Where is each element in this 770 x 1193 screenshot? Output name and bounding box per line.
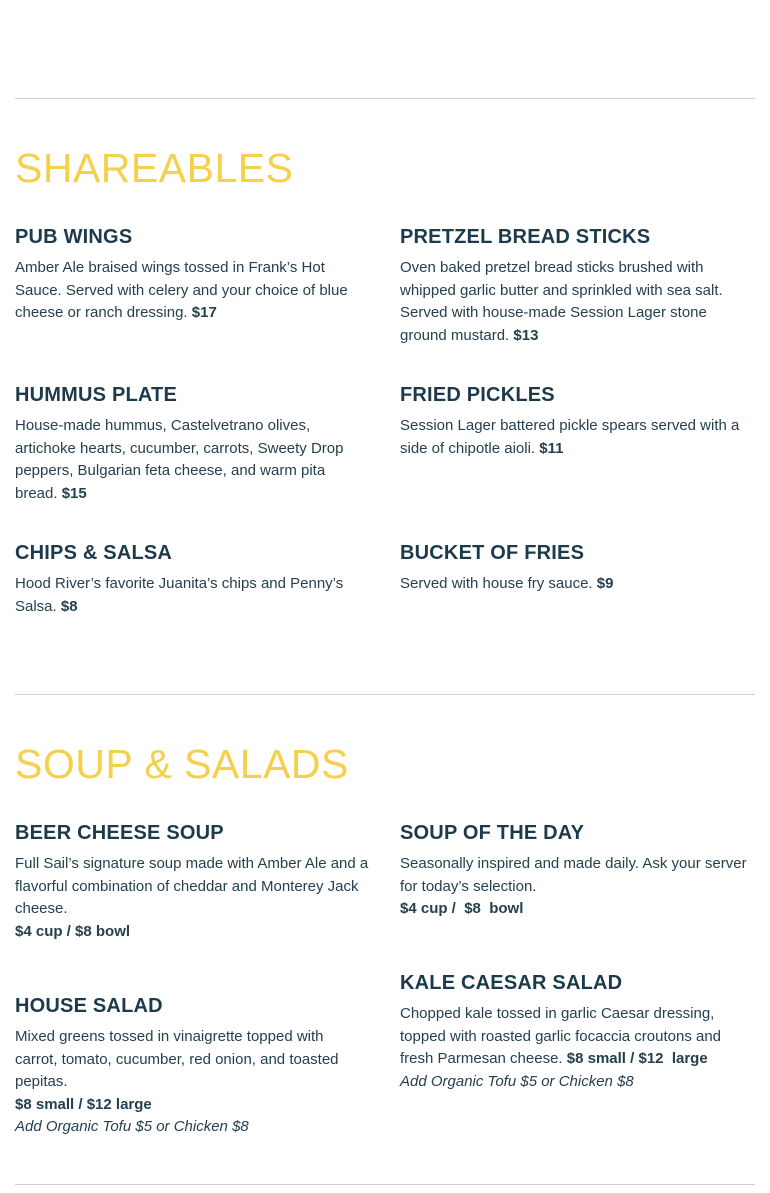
menu-item-add-on-note: Add Organic Tofu $5 or Chicken $8 bbox=[15, 1118, 249, 1135]
menu-item-description: Mixed greens tossed in vinaigrette topped with carrot, tomato, cucumber, red onion, and toasted pepitas. $8 small / $12 large Add Organic Tofu $5 or Chicken $8 bbox=[15, 1026, 370, 1139]
menu-item-name: KALE CAESAR SALAD bbox=[400, 972, 623, 994]
menu-item-price: $13 bbox=[513, 326, 539, 344]
menu-item-bucket-of-fries bbox=[400, 542, 755, 596]
menu-item-pretzel-bread-sticks bbox=[400, 226, 755, 347]
menu-item-price: $8 small / $12 large bbox=[566, 1050, 708, 1067]
menu-item-name: CHIPS & SALSA bbox=[15, 542, 173, 564]
menu-item-description: Session Lager battered pickle spears served with a side of chipotle aioli. $11 bbox=[400, 417, 740, 457]
menu-item-description: Hood River’s favorite Juanita’s chips and Penny’s Salsa. $8 bbox=[15, 575, 344, 615]
menu-item-house-salad bbox=[15, 995, 370, 1139]
menu-item-price: $4 cup / $8 bowl bbox=[400, 900, 524, 917]
divider-top bbox=[15, 98, 755, 99]
menu-item-chips-salsa bbox=[15, 542, 370, 618]
section-title-shareables: SHAREABLES bbox=[15, 145, 294, 191]
menu-item-soup-of-the-day bbox=[400, 822, 755, 921]
menu-item-description: Amber Ale braised wings tossed in Frank’s Hot Sauce. Served with celery and your choice of blue cheese or ranch dressing. $17 bbox=[15, 259, 348, 321]
menu-item-description: House-made hummus, Castelvetrano olives, artichoke hearts, cucumber, carrots, Sweety Drop peppers, Bulgarian feta cheese, and warm pita bread. $15 bbox=[15, 417, 344, 502]
menu-item-fried-pickles bbox=[400, 384, 755, 460]
menu-item-price: $4 cup / $8 bowl bbox=[15, 922, 131, 940]
menu-item-description: Served with house fry sauce. $9 bbox=[400, 575, 614, 592]
menu-item-price: $8 bbox=[60, 597, 78, 615]
menu-item-description: Chopped kale tossed in garlic Caesar dressing, topped with roasted garlic focaccia croutons and fresh Parmesan cheese. $8 small / $12 large Add Organic Tofu $5 or Chicken $8 bbox=[400, 1003, 755, 1093]
divider-middle bbox=[15, 694, 755, 695]
menu-item-add-on-note: Add Organic Tofu $5 or Chicken $8 bbox=[400, 1072, 634, 1090]
menu-item-name: BEER CHEESE SOUP bbox=[15, 822, 224, 844]
menu-item-price: $15 bbox=[61, 484, 87, 502]
menu-item-name: HOUSE SALAD bbox=[15, 995, 163, 1017]
menu-item-name: PRETZEL BREAD STICKS bbox=[400, 226, 651, 248]
menu-item-description: Seasonally inspired and made daily. Ask your server for today’s selection. $4 cup / $8 bowl bbox=[400, 853, 755, 921]
menu-item-hummus-plate bbox=[15, 384, 370, 505]
divider-bottom bbox=[15, 1184, 755, 1185]
menu-item-price: $8 small / $12 large bbox=[15, 1095, 152, 1113]
menu-item-name: BUCKET OF FRIES bbox=[400, 542, 585, 564]
menu-item-name: HUMMUS PLATE bbox=[15, 384, 178, 406]
menu-item-pub-wings bbox=[15, 226, 370, 325]
menu-item-beer-cheese-soup bbox=[15, 822, 370, 943]
menu-item-name: PUB WINGS bbox=[15, 226, 133, 248]
menu-item-name: FRIED PICKLES bbox=[400, 384, 555, 406]
menu-item-description: Oven baked pretzel bread sticks brushed with whipped garlic butter and sprinkled with sea salt. Served with house-made Session Lager stone ground mustard. $13 bbox=[400, 259, 723, 344]
section-title-soup-salads: SOUP & SALADS bbox=[15, 741, 349, 787]
menu-item-description: Full Sail’s signature soup made with Amber Ale and a flavorful combination of cheddar and Monterey Jack cheese. $4 cup / $8 bowl bbox=[15, 853, 370, 943]
menu-item-kale-caesar-salad bbox=[400, 972, 755, 1093]
menu-item-name: SOUP OF THE DAY bbox=[400, 822, 585, 844]
menu-item-price: $11 bbox=[539, 439, 564, 457]
menu-item-price: $17 bbox=[191, 304, 217, 321]
menu-item-price: $9 bbox=[596, 575, 614, 592]
